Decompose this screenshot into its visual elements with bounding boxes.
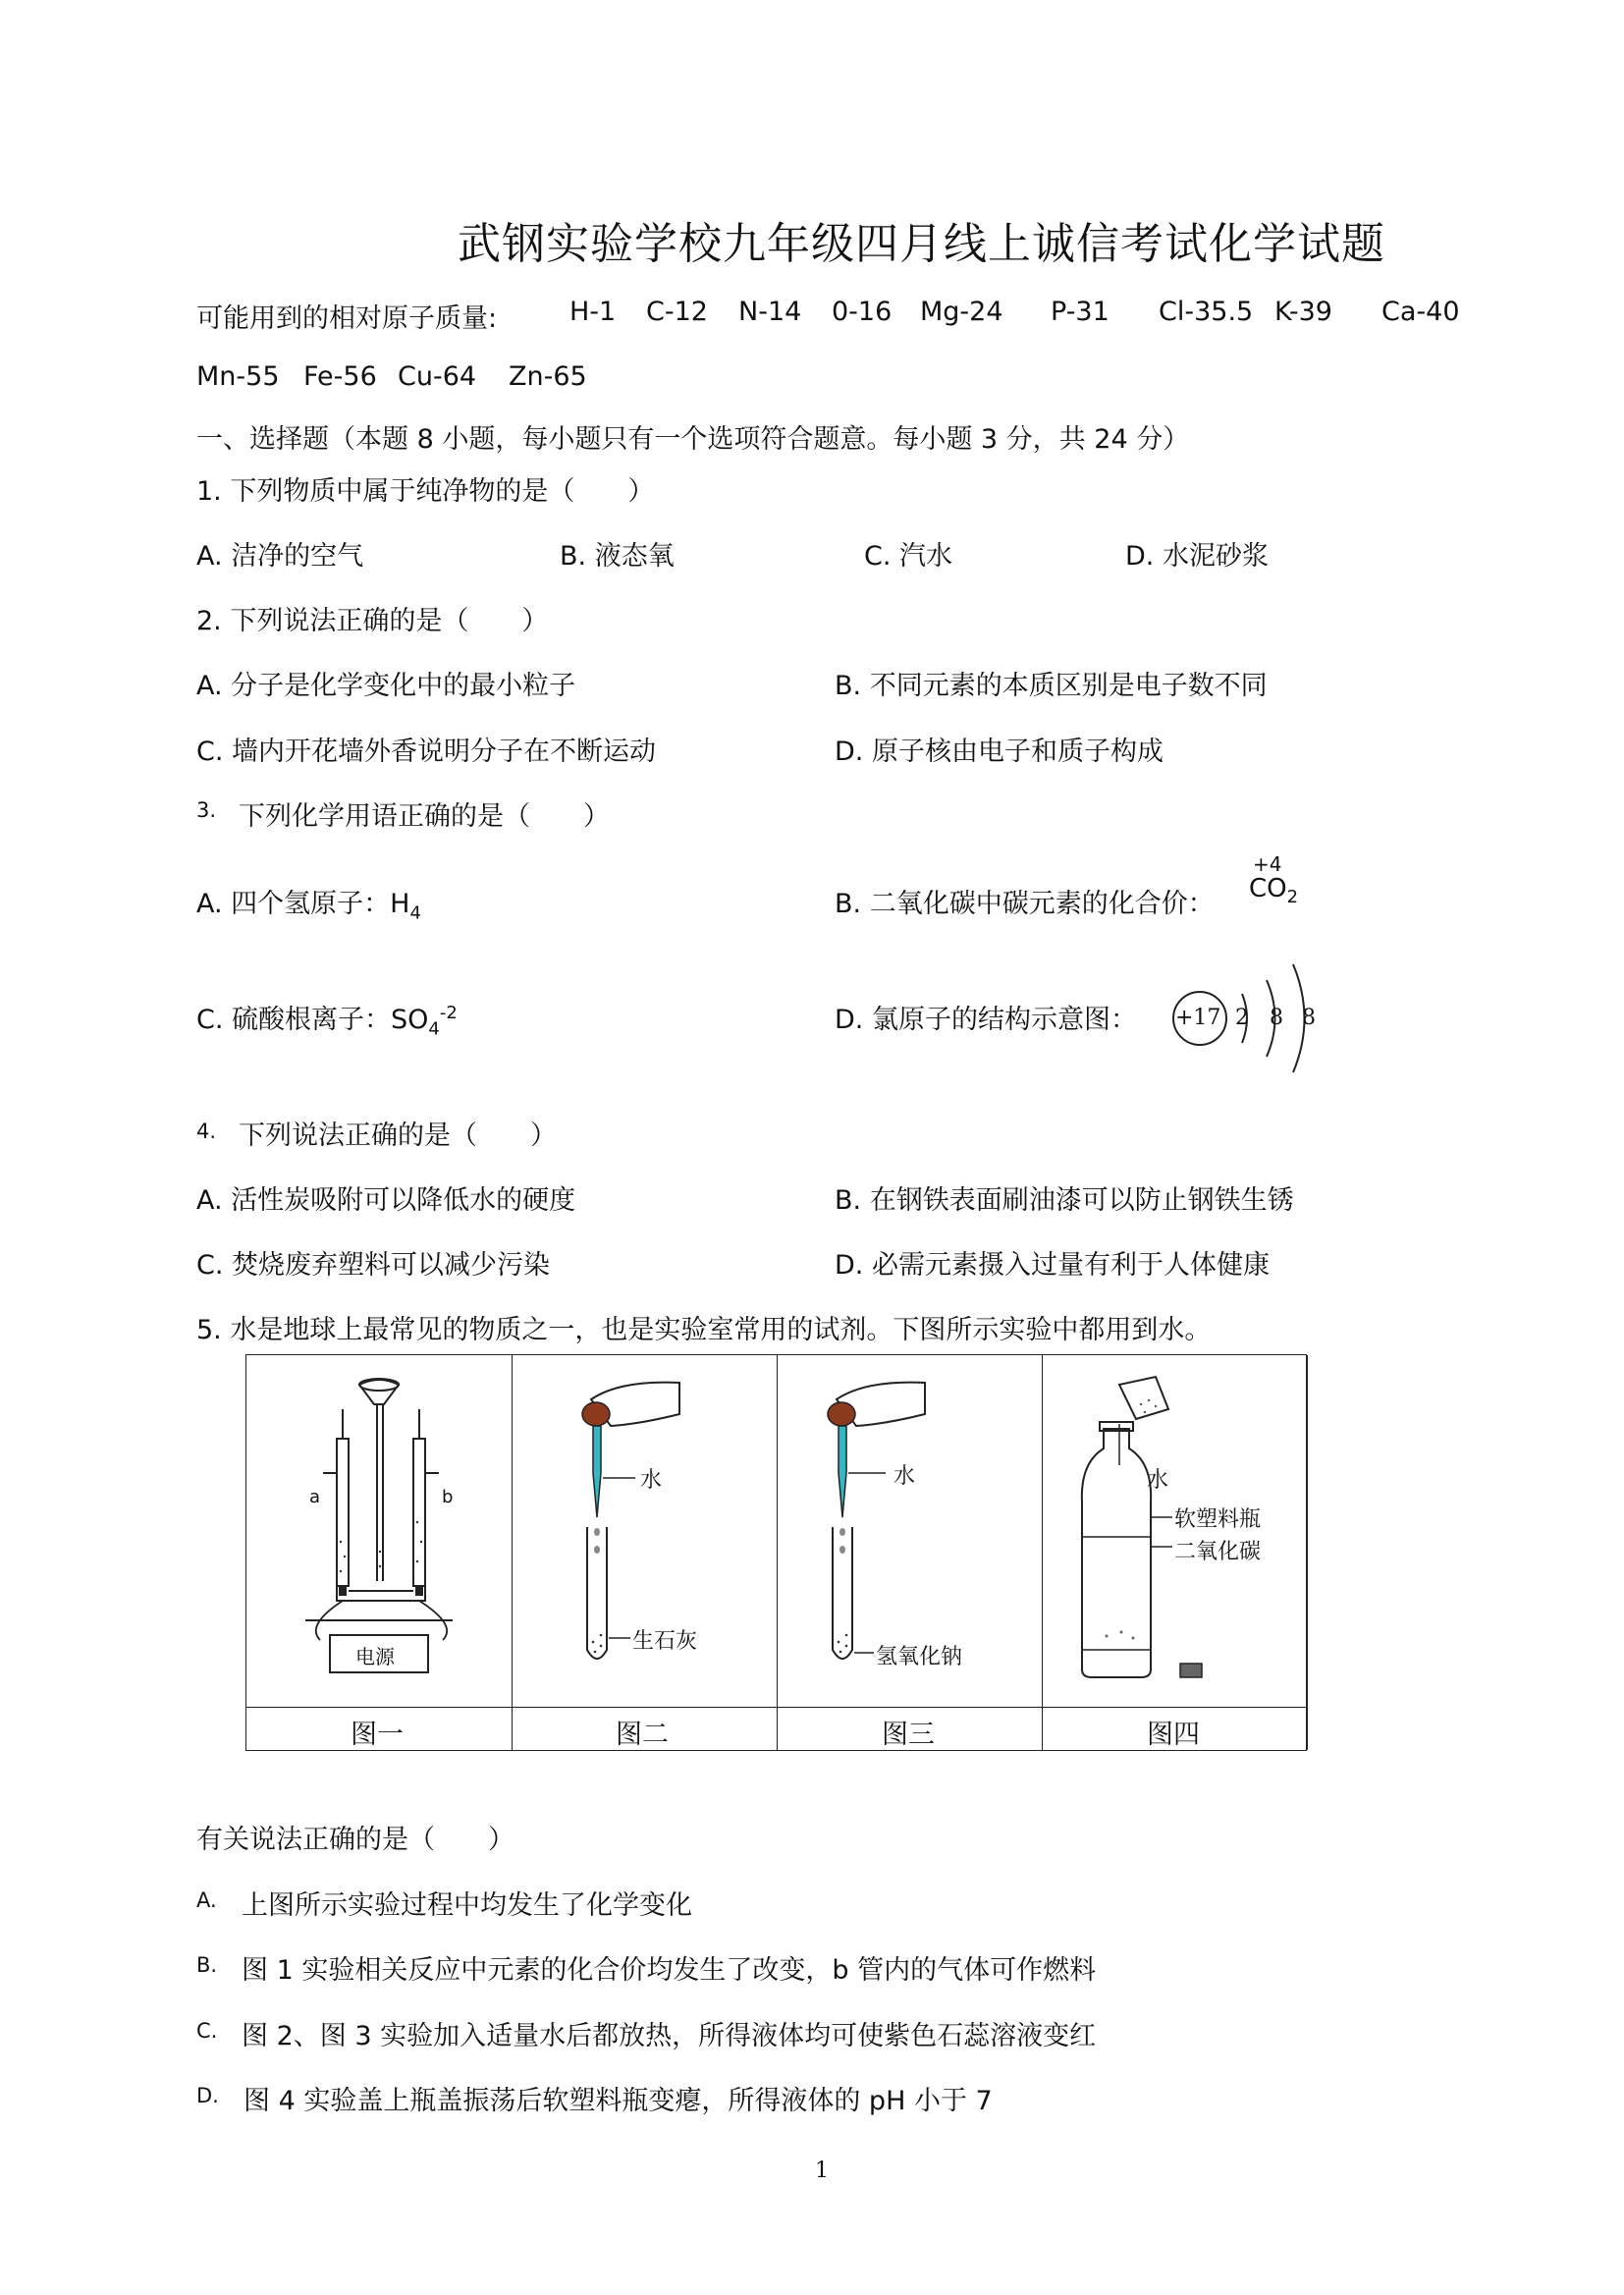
q5-option-c-letter: C. <box>196 2019 218 2043</box>
experiment-figure-table <box>245 1354 1307 1751</box>
atomic-mass-o: 0-16 <box>832 297 893 327</box>
q5-option-d-letter: D. <box>196 2084 219 2107</box>
q5-sub-stem: 有关说法正确的是（ ） <box>196 1825 514 1855</box>
atomic-mass-c: C-12 <box>646 297 708 327</box>
q3-option-b-formula <box>1249 874 1298 907</box>
figure-3-reagent-label: 氢氧化钠 <box>876 1645 963 1669</box>
q2-option-d: D. 原子核由电子和质子构成 <box>835 737 1164 767</box>
q3-option-b-formula-text: CO <box>1249 874 1287 903</box>
q4-option-c: C. 焚烧废弃塑料可以减少污染 <box>196 1250 551 1281</box>
q2-option-c: C. 墙内开花墙外香说明分子在不断运动 <box>196 737 657 767</box>
q3-option-c <box>196 998 458 1039</box>
q5-option-a-letter: A. <box>196 1888 217 1912</box>
q1-option-b: B. 液态氧 <box>560 541 675 572</box>
atomic-mass-cu: Cu-64 <box>398 361 477 392</box>
q2-option-a: A. 分子是化学变化中的最小粒子 <box>196 671 576 701</box>
atomic-mass-k: K-39 <box>1274 297 1332 327</box>
figure-4-gas-label: 二氧化碳 <box>1174 1540 1262 1564</box>
figure-2-water-label: 水 <box>640 1468 663 1493</box>
q5-stem: 5. 水是地球上最常见的物质之一，也是实验室常用的试剂。下图所示实验中都用到水。 <box>196 1315 1212 1345</box>
q4-option-d: D. 必需元素摄入过量有利于人体健康 <box>835 1250 1270 1281</box>
figure-3-cell <box>778 1355 1043 1750</box>
q2-option-b: B. 不同元素的本质区别是电子数不同 <box>835 671 1268 701</box>
figure-2-caption: 图二 <box>616 1720 669 1750</box>
q3-option-b-valence: +4 <box>1253 852 1282 876</box>
chlorine-shell-2: 8 <box>1270 1006 1283 1030</box>
figure-3-caption: 图三 <box>882 1720 935 1750</box>
figure-2-cell <box>513 1355 778 1750</box>
q4-option-b: B. 在钢铁表面刷油漆可以防止钢铁生锈 <box>835 1185 1294 1216</box>
chlorine-nucleus-label: +17 <box>1175 1006 1221 1030</box>
atomic-mass-zn: Zn-65 <box>509 361 587 392</box>
figure-1-power-label: 电源 <box>355 1645 395 1668</box>
q3-option-c-text: C. 硫酸根离子：SO <box>196 1005 429 1035</box>
q3-option-c-superscript: -2 <box>439 1003 458 1023</box>
q3-option-b-formula-subscript: 2 <box>1286 887 1299 908</box>
atomic-mass-prefix: 可能用到的相对原子质量: <box>196 303 498 334</box>
q4-stem: 下列说法正确的是（ ） <box>239 1120 557 1151</box>
page-number: 1 <box>815 2158 829 2183</box>
figure-2-reagent-label: 生石灰 <box>632 1629 698 1654</box>
q4-number: 4. <box>196 1120 217 1143</box>
q4-option-a: A. 活性炭吸附可以降低水的硬度 <box>196 1185 576 1216</box>
atomic-mass-ca: Ca-40 <box>1381 297 1460 327</box>
figure-4-bottle-label: 软塑料瓶 <box>1174 1507 1262 1532</box>
atomic-mass-cl: Cl-35.5 <box>1159 297 1254 327</box>
q5-option-a: 上图所示实验过程中均发生了化学变化 <box>242 1890 692 1921</box>
chlorine-shell-1: 2 <box>1235 1006 1249 1030</box>
q5-option-b-letter: B. <box>196 1953 218 1977</box>
chlorine-shell-3: 8 <box>1302 1006 1316 1030</box>
q5-option-d: 图 4 实验盖上瓶盖振荡后软塑料瓶变瘪，所得液体的 pH 小于 7 <box>244 2086 993 2116</box>
figure-1-label-b: b <box>442 1487 454 1507</box>
atomic-mass-h: H-1 <box>569 297 617 327</box>
atomic-mass-mn: Mn-55 <box>196 361 280 392</box>
q2-stem: 2. 下列说法正确的是（ ） <box>196 606 549 636</box>
q3-option-a <box>196 882 421 923</box>
figure-3-water-label: 水 <box>893 1464 916 1489</box>
q1-option-a: A. 洁净的空气 <box>196 541 364 572</box>
figure-1-label-a: a <box>309 1487 321 1507</box>
atomic-mass-n: N-14 <box>738 297 802 327</box>
figure-4-water-label: 水 <box>1147 1468 1169 1493</box>
q3-option-d: D. 氯原子的结构示意图： <box>835 1005 1137 1035</box>
q3-option-a-text: A. 四个氢原子：H <box>196 889 410 919</box>
q3-option-b: B. 二氧化碳中碳元素的化合价： <box>835 889 1215 919</box>
q1-option-c: C. 汽水 <box>864 541 953 572</box>
q5-option-b: 图 1 实验相关反应中元素的化合价均发生了改变，b 管内的气体可作燃料 <box>242 1955 1097 1986</box>
q3-number: 3. <box>196 798 217 822</box>
figure-1-cell <box>246 1355 513 1750</box>
figure-4-caption: 图四 <box>1147 1720 1200 1750</box>
q3-stem: 下列化学用语正确的是（ ） <box>239 801 610 832</box>
q3-option-a-subscript: 4 <box>409 902 421 924</box>
section-heading: 一、选择题（本题 8 小题，每小题只有一个选项符合题意。每小题 3 分，共 24 分） <box>196 424 1190 455</box>
atomic-mass-mg: Mg-24 <box>920 297 1003 327</box>
atomic-mass-fe: Fe-56 <box>303 361 377 392</box>
q3-option-c-subscript: 4 <box>428 1018 440 1040</box>
figure-1-caption: 图一 <box>351 1720 404 1750</box>
page-title: 武钢实验学校九年级四月线上诚信考试化学试题 <box>458 219 1385 269</box>
q1-stem: 1. 下列物质中属于纯净物的是（ ） <box>196 476 655 507</box>
q5-option-c: 图 2、图 3 实验加入适量水后都放热，所得液体均可使紫色石蕊溶液变红 <box>242 2021 1097 2051</box>
q1-option-d: D. 水泥砂浆 <box>1125 541 1269 572</box>
figure-4-cell <box>1043 1355 1308 1750</box>
atomic-mass-p: P-31 <box>1051 297 1110 327</box>
